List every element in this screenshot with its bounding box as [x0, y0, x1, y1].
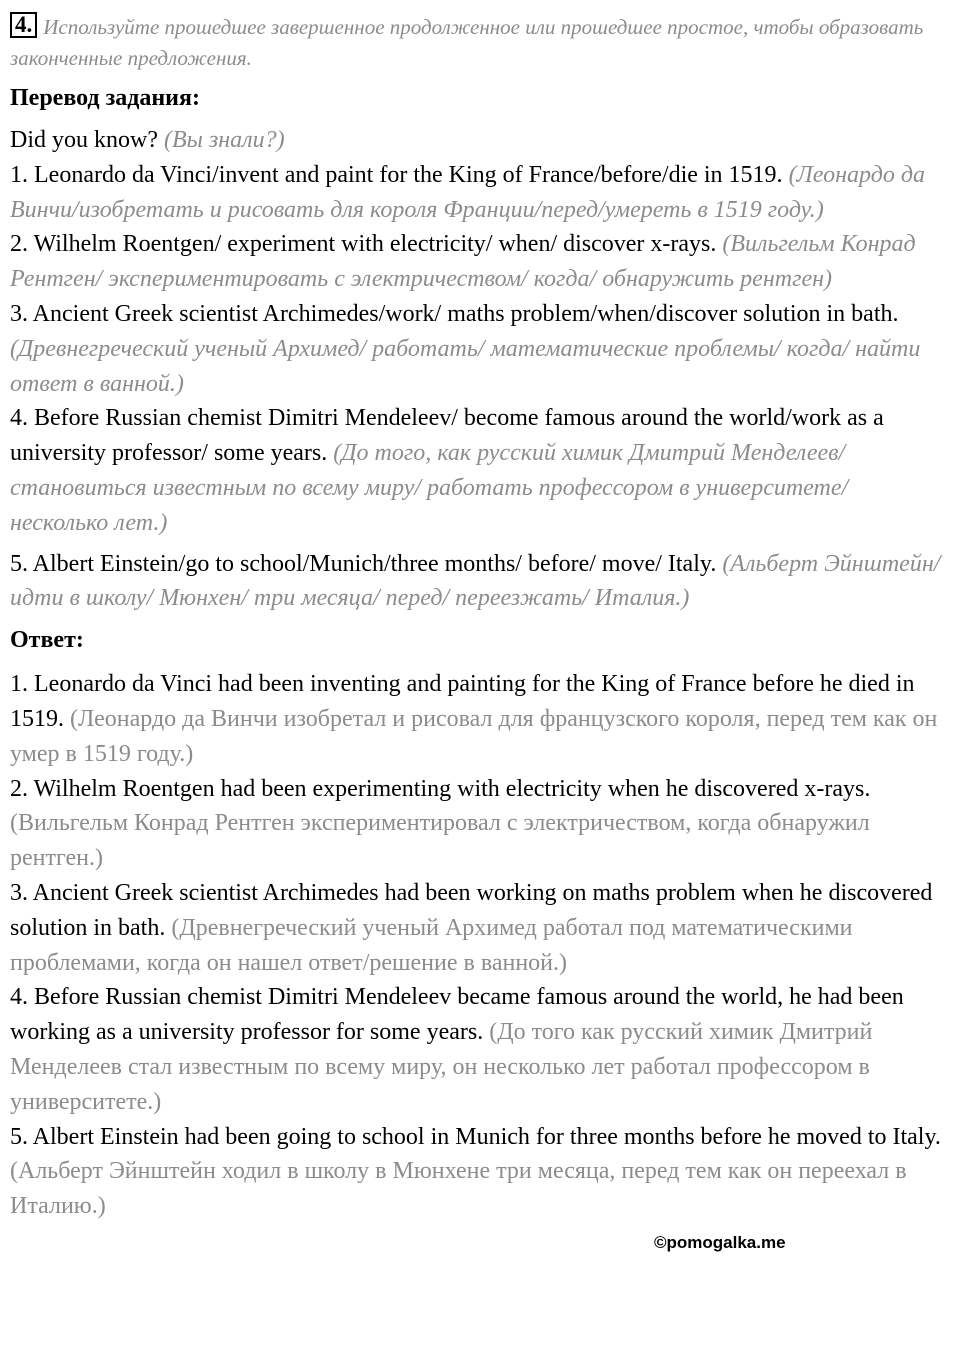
translation-item: [10, 158, 952, 228]
answer-en: 2. Wilhelm Roentgen had been experimenting with electricity when he discovered x-rays.: [10, 775, 871, 802]
answer-ru: (Вильгельм Конрад Рентген экспериментировал с электричеством, когда обнаружил рентген.): [10, 810, 870, 872]
answer-ru: (До того как русский химик Дмитрий Менделеев стал известным по всему миру, он несколько лет работал профессором в университете.): [10, 1019, 873, 1115]
answer-en: 4. Before Russian chemist Dimitri Mendeleev became famous around the world, he had been working as a university professor for some years.: [10, 984, 904, 1046]
answer-item: [10, 1120, 952, 1224]
page: [10, 12, 952, 1224]
answer-item: [10, 876, 952, 980]
item-en: 4. Before Russian chemist Dimitri Mendeleev/ become famous around the world/work as a university professor/ some years.: [10, 405, 884, 467]
item-ru: (До того, как русский химик Дмитрий Менделеев/ становиться известным по всему миру/ работать профессором в университете/ несколько лет.): [10, 440, 849, 536]
task-number: 4.: [10, 12, 37, 38]
answer-item: [10, 980, 952, 1119]
translation-item: [10, 547, 952, 617]
answer-ru: (Древнегреческий ученый Архимед работал под математическими проблемами, когда он нашел ответ/решение в ванной.): [10, 914, 853, 976]
answer-section: [10, 667, 952, 1224]
item-en: 1. Leonardo da Vinci/invent and paint for the King of France/before/die in 1519.: [10, 161, 789, 188]
task-instruction: Используйте прошедшее завершенное продолженное или прошедшее простое, чтобы образовать законченные предложения.: [10, 15, 924, 70]
item-en: 5. Albert Einstein/go to school/Munich/three months/ before/ move/ Italy.: [10, 550, 723, 577]
answer-en: 3. Ancient Greek scientist Archimedes had been working on maths problem when he discovered solution in bath.: [10, 879, 933, 941]
translation-item: [10, 401, 952, 540]
answer-item: [10, 667, 952, 771]
item-ru: (Древнегреческий ученый Архимед/ работать/ математические проблемы/ когда/ найти ответ в ванной.): [10, 335, 921, 397]
task-header: [10, 12, 952, 74]
intro-ru: (Вы знали?): [163, 127, 285, 153]
translation-section: [10, 123, 952, 616]
answer-en: 1. Leonardo da Vinci had been inventing and painting for the King of France before he died in 1519.: [10, 671, 915, 732]
translation-item: [10, 297, 952, 401]
answer-item: [10, 772, 952, 876]
item-en: 3. Ancient Greek scientist Archimedes/work/ maths problem/when/discover solution in bath.: [10, 300, 899, 327]
intro-en: Did you know?: [10, 127, 164, 153]
translation-intro: [10, 123, 952, 158]
translation-heading: Перевод задания:: [10, 85, 200, 111]
translation-item: [10, 227, 952, 297]
answer-en: 5. Albert Einstein had been going to school in Munich for three months before he moved to Italy.: [10, 1123, 941, 1150]
item-ru: (Леонардо да Винчи/изобретать и рисовать для короля Франции/перед/умереть в 1519 году.): [10, 161, 926, 223]
answer-ru: (Леонардо да Винчи изобретал и рисовал для французского короля, перед тем как он умер в 1519 году.): [10, 705, 938, 767]
answer-ru: (Альберт Эйнштейн ходил в школу в Мюнхене три месяца, перед тем как он переехал в Италию.): [10, 1158, 907, 1220]
answer-heading: Ответ:: [10, 627, 84, 654]
item-ru: (Альберт Эйнштейн/ идти в школу/ Мюнхен/ три месяца/ перед/ переезжать/ Италия.): [10, 550, 941, 612]
item-ru: (Вильгельм Конрад Рентген/ экспериментировать с электричеством/ когда/ обнаружить рентген): [10, 231, 916, 293]
item-en: 2. Wilhelm Roentgen/ experiment with electricity/ when/ discover x-rays.: [10, 231, 723, 258]
watermark: ©pomogalka.me: [654, 1233, 786, 1252]
